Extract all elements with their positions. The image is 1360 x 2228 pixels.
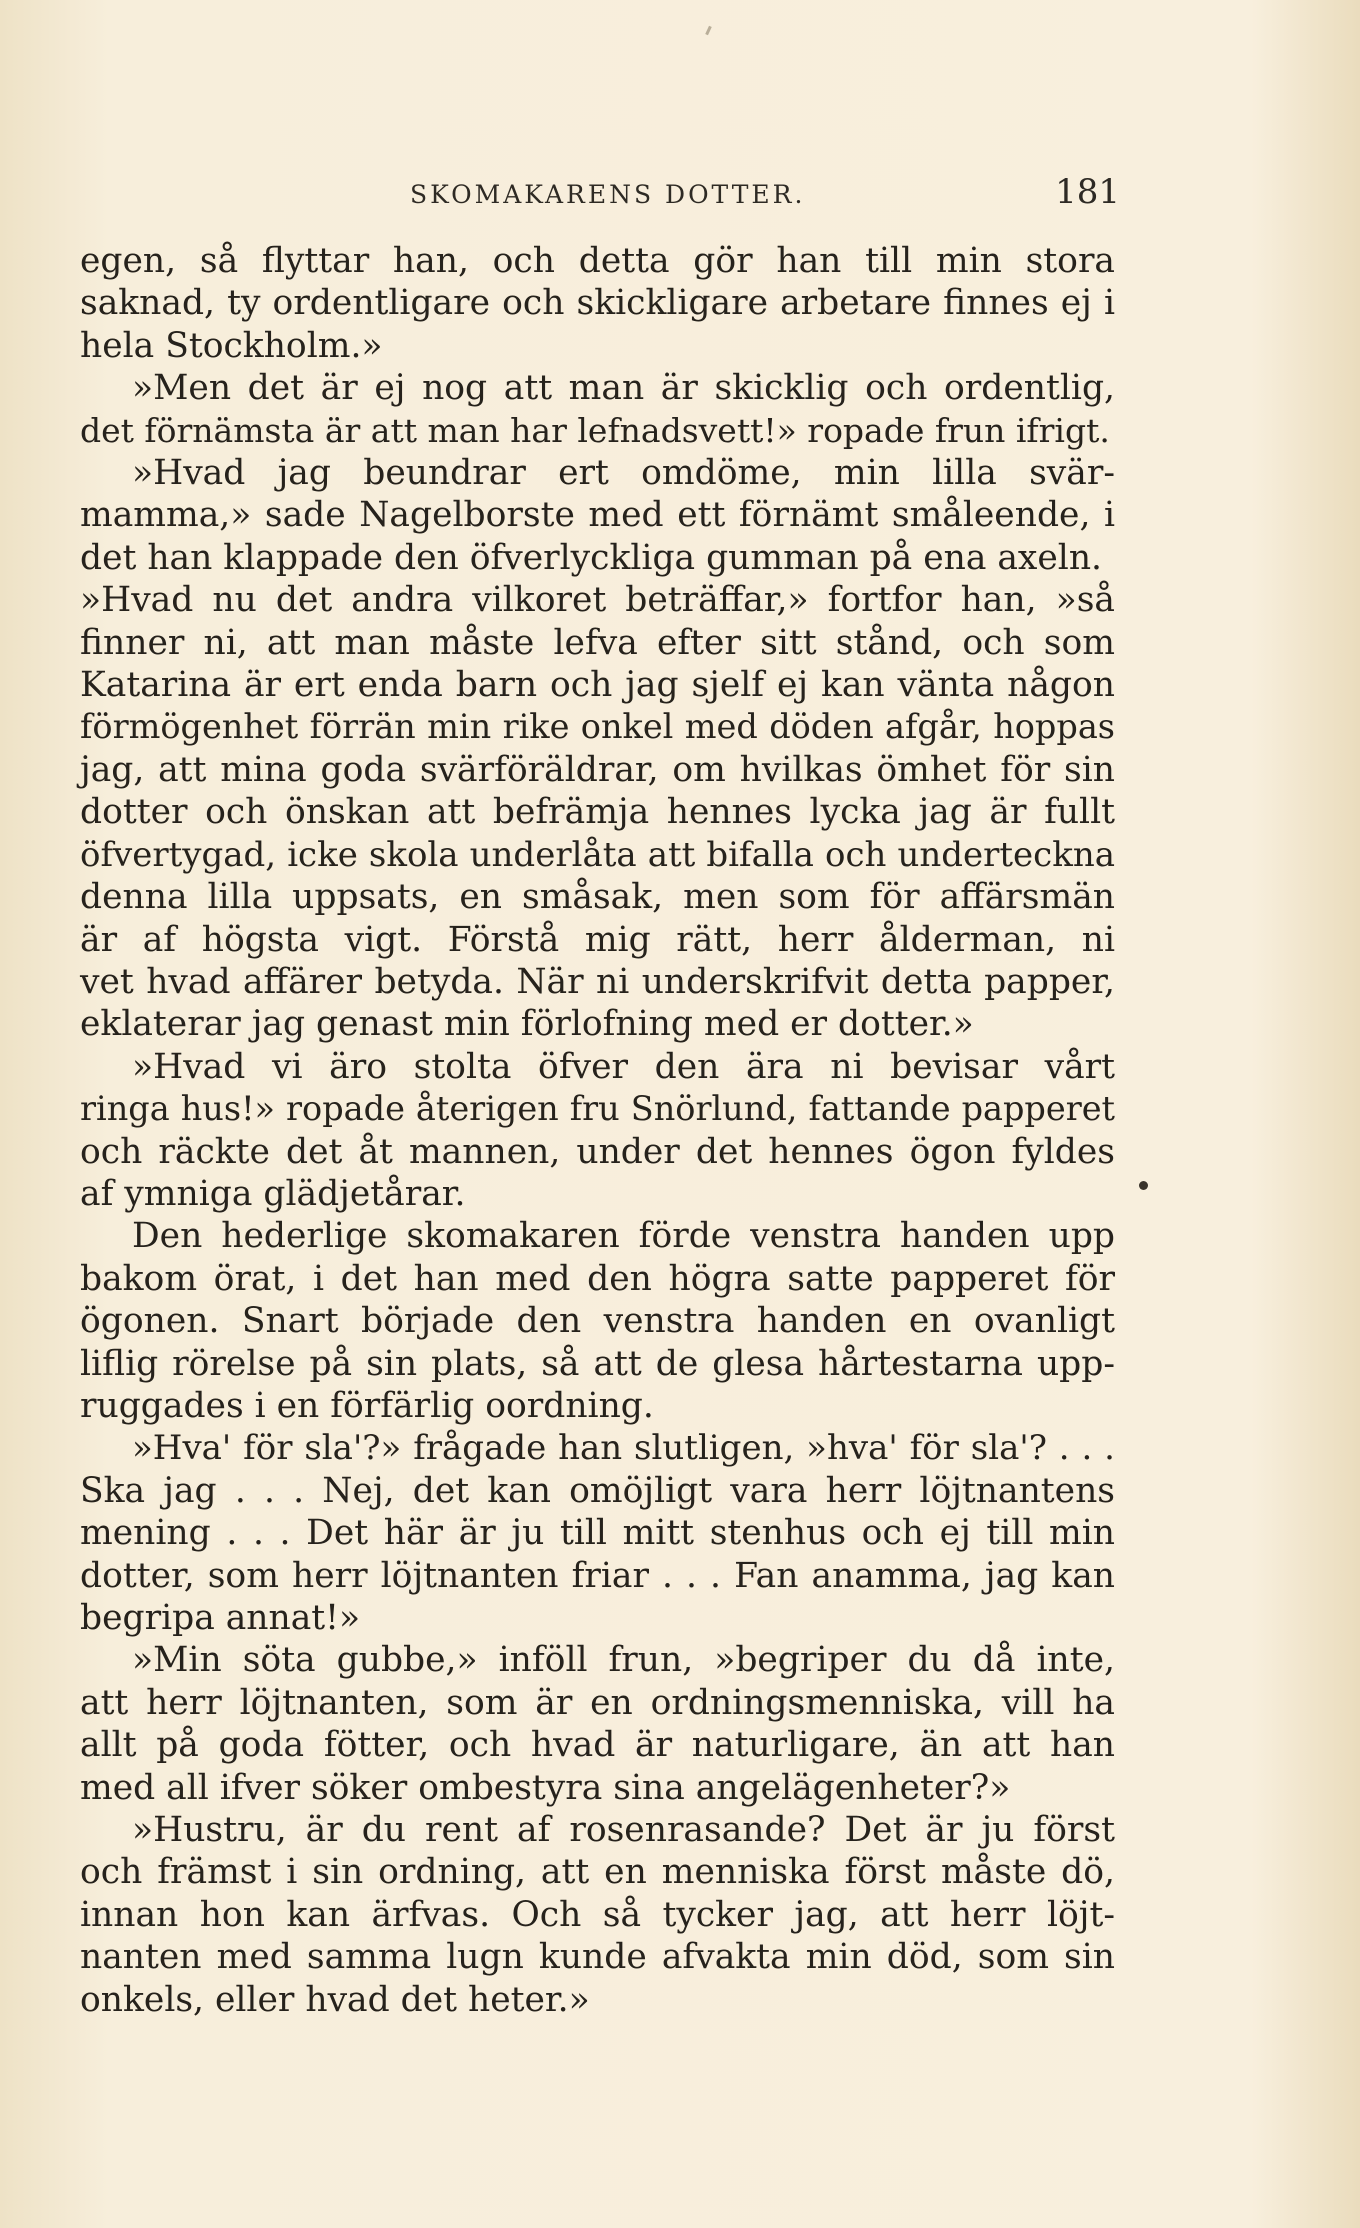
text-line: hela Stockholm.» <box>80 325 383 366</box>
text-line: Ska jag . . . Nej, det kan omöjligt vara herr löjtnantens <box>80 1470 1115 1511</box>
body-text <box>80 240 1115 2021</box>
text-line: eklaterar jag genast min förlofning med er dotter.» <box>80 1004 974 1045</box>
text-line: det han klappade den öfverlyckliga gumman på ena axeln. <box>80 537 1103 578</box>
text-line: finner ni, att man måste lefva efter sitt stånd, och som <box>80 622 1115 663</box>
text-line: liflig rörelse på sin plats, så att de glesa hårtestarna upp- <box>80 1343 1115 1384</box>
text-line: det förnämsta är att man har lefnadsvett!» ropade frun ifrigt. <box>80 410 1110 450</box>
text-line: mamma,» sade Nagelborste med ett förnämt småleende, i <box>80 495 1115 536</box>
text-line: är af högsta vigt. Förstå mig rätt, herr ålderman, ni <box>80 919 1115 960</box>
page-header <box>80 172 1120 212</box>
text-line: »Hvad jag beundrar ert omdöme, min lilla svär- <box>132 453 1115 494</box>
text-line: vet hvad affärer betyda. När ni underskrifvit detta papper, <box>80 961 1115 1002</box>
paper-mark <box>705 26 712 35</box>
text-line: dotter och önskan att befrämja hennes lycka jag är fullt <box>80 792 1115 833</box>
text-line: denna lilla uppsats, en småsak, men som för affärsmän <box>80 877 1115 918</box>
text-line: mening . . . Det här är ju till mitt stenhus och ej till min <box>80 1513 1115 1554</box>
text-line: ringa hus!» ropade återigen fru Snörlund, fattande papperet <box>80 1089 1115 1129</box>
text-line: »Hvad nu det andra vilkoret beträffar,» fortfor han, »så <box>80 580 1115 621</box>
text-line: dotter, som herr löjtnanten friar . . . Fan anamma, jag kan <box>80 1555 1115 1596</box>
text-line: »Hvad vi äro stolta öfver den ära ni bevisar vårt <box>132 1046 1115 1087</box>
text-line: och räckte det åt mannen, under det hennes ögon fyldes <box>80 1131 1115 1172</box>
text-line: »Min söta gubbe,» inföll frun, »begriper du då inte, <box>132 1640 1115 1681</box>
text-line: af ymniga glädjetårar. <box>80 1173 466 1214</box>
running-title: SKOMAKARENS DOTTER. <box>410 180 806 209</box>
text-line: saknad, ty ordentligare och skickligare arbetare finnes ej i <box>80 283 1115 324</box>
text-line: innan hon kan ärfvas. Och så tycker jag, att herr löjt- <box>80 1894 1115 1935</box>
text-line: egen, så flyttar han, och detta gör han till min stora <box>80 241 1115 281</box>
text-line: förmögenhet förrän min rike onkel med döden afgår, hoppas <box>80 707 1115 747</box>
text-line: »Hva' för sla'?» frågade han slutligen, »hva' för sla'? . . . <box>132 1428 1115 1469</box>
text-line: och främst i sin ordning, att en menniska först måste dö, <box>80 1852 1115 1893</box>
text-line: allt på goda fötter, och hvad är naturligare, än att han <box>80 1725 1115 1766</box>
text-line: »Hustru, är du rent af rosenrasande? Det är ju först <box>132 1810 1115 1851</box>
text-line: jag, att mina goda svärföräldrar, om hvilkas ömhet för sin <box>80 749 1115 790</box>
text-line: bakom örat, i det han med den högra satte papperet för <box>80 1258 1115 1299</box>
text-line: onkels, eller hvad det heter.» <box>80 1979 590 2020</box>
text-line: ruggades i en förfärlig oordning. <box>80 1385 654 1426</box>
text-line: ögonen. Snart började den venstra handen en ovanligt <box>80 1301 1115 1342</box>
ink-speck <box>1139 1181 1148 1190</box>
text-line: öfvertygad, icke skola underlåta att bifalla och underteckna <box>80 834 1115 875</box>
text-line: begripa annat!» <box>80 1598 361 1638</box>
text-line: med all ifver söker ombestyra sina angelägenheter?» <box>80 1767 1011 1808</box>
text-line: Katarina är ert enda barn och jag sjelf ej kan vänta någon <box>80 665 1115 706</box>
page-number: 181 <box>1055 172 1120 212</box>
text-line: »Men det är ej nog att man är skicklig och ordentlig, <box>132 368 1115 409</box>
text-line: Den hederlige skomakaren förde venstra handen upp <box>132 1216 1115 1257</box>
text-line: att herr löjtnanten, som är en ordningsmenniska, vill ha <box>80 1682 1115 1723</box>
text-line: nanten med samma lugn kunde afvakta min död, som sin <box>80 1937 1115 1978</box>
